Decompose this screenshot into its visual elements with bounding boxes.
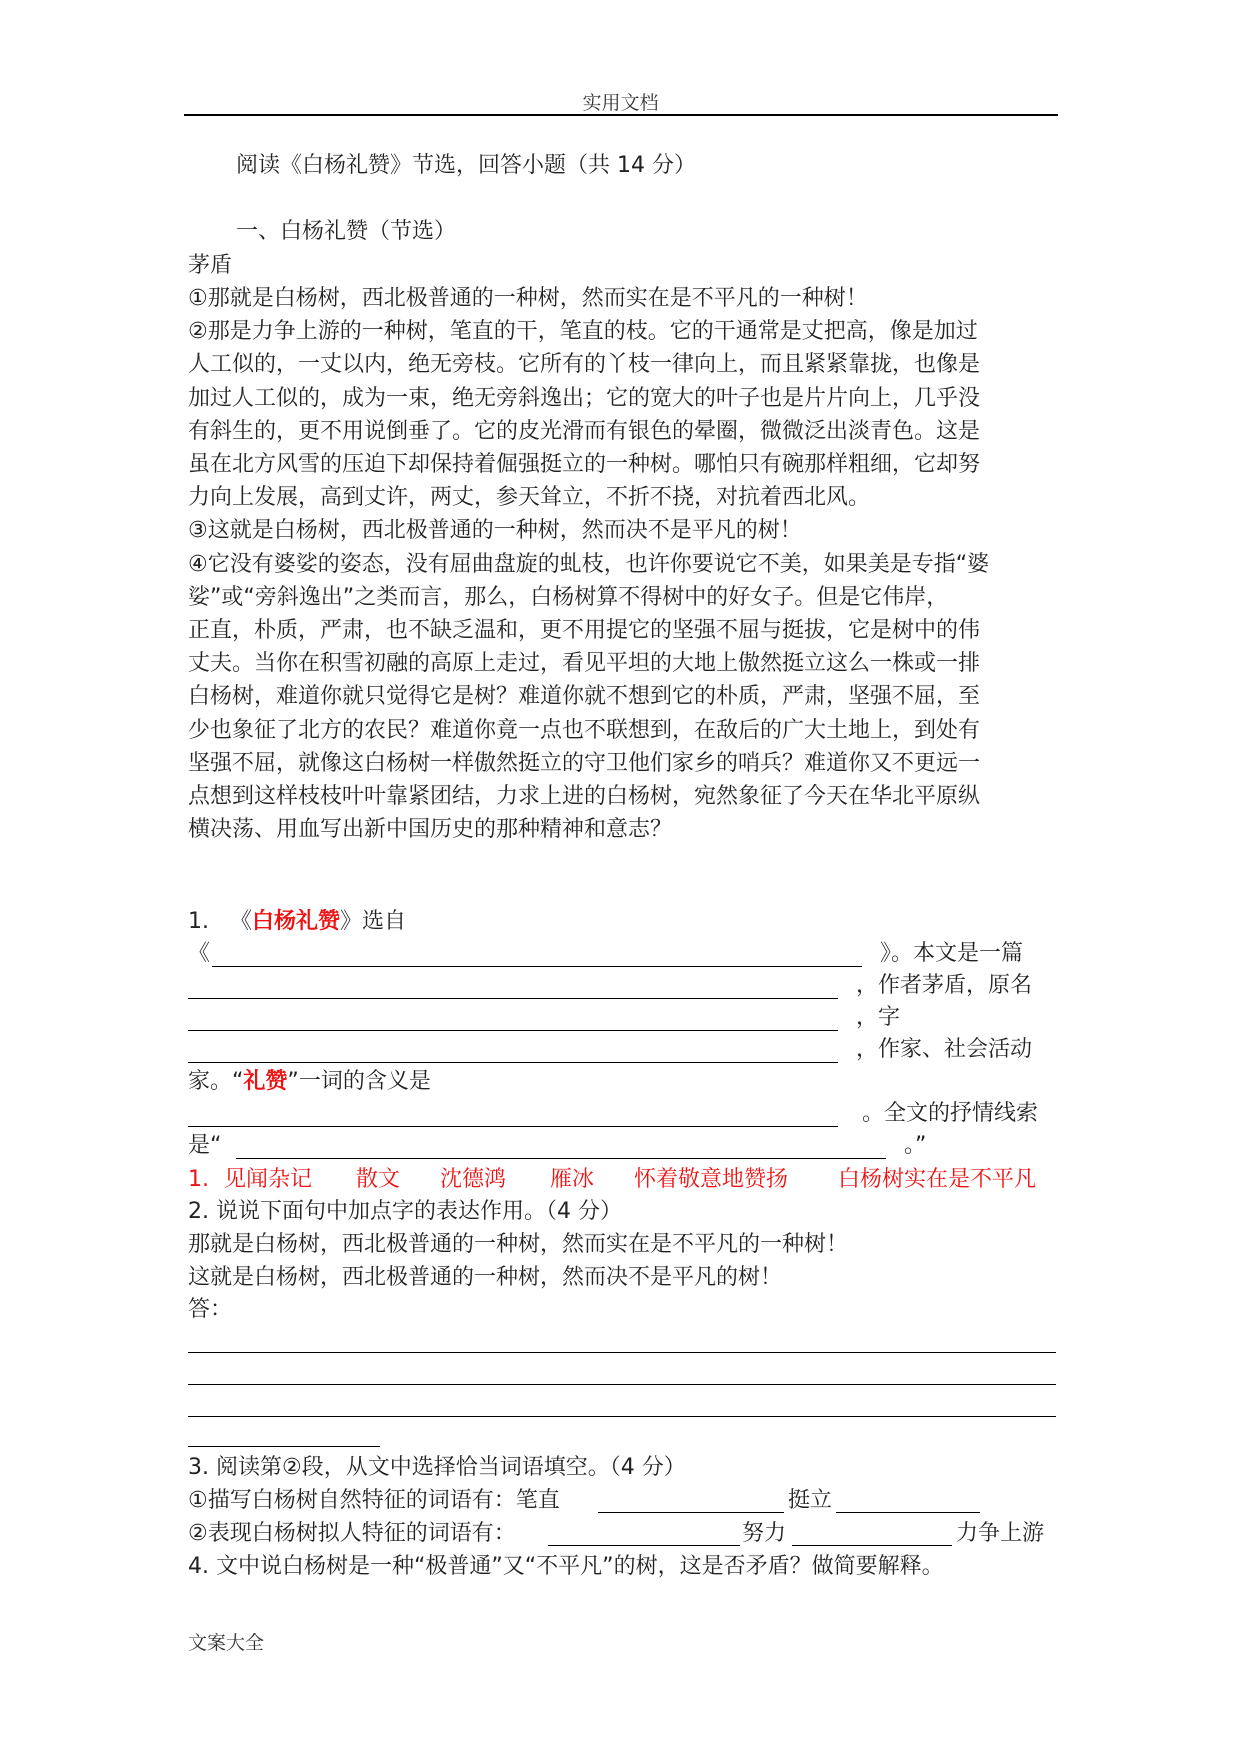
q1-number: 1.: [188, 909, 209, 934]
q4-title: 4. 文中说白杨树是一种“极普通”又“不平凡”的树，这是否矛盾？做简要解释。: [188, 1554, 944, 1579]
q3-l1-mid: 挺立: [788, 1488, 833, 1513]
q2-sentence-2: 这就是白杨树，西北极普通的一种树，然而决不是平凡的树！: [188, 1265, 783, 1290]
q1-title: 白杨礼赞: [252, 909, 341, 934]
q3-l2-end: 力争上游: [956, 1521, 1045, 1546]
q3-blank-4[interactable]: [792, 1545, 952, 1546]
passage-line: 虽在北方风雪的压迫下却保持着倔强挺立的一种树。哪怕只有碗那样粗细，它却努: [188, 452, 981, 478]
q2-answer-line[interactable]: [188, 1352, 1056, 1353]
q1-l3-end: ，作者茅盾，原名: [856, 973, 1033, 998]
passage-line: ②那是力争上游的一种树，笔直的干，笔直的枝。它的干通常是丈把高，像是加过: [188, 319, 978, 345]
q1-l2-end: 》。本文是一篇: [880, 941, 1024, 966]
passage-line: 正直，朴质，严肃，也不缺乏温和，更不用提它的坚强不屈与挺拔，它是树中的伟: [188, 618, 981, 644]
passage-line: 坚强不屈，就像这白杨树一样傲然挺立的守卫他们家乡的哨兵？难道你又不更远一: [188, 750, 981, 776]
q1-answer-1: 见闻杂记: [224, 1167, 313, 1192]
q1-l6-red: 礼赞: [243, 1069, 288, 1094]
q1-l2-open: 《: [188, 941, 211, 966]
q1-blank-6[interactable]: [236, 1158, 886, 1159]
q1-blank-3[interactable]: [188, 1030, 838, 1031]
q1-blank-2[interactable]: [188, 998, 838, 999]
page-footer: 文案大全: [188, 1632, 265, 1654]
q2-answer-line[interactable]: [188, 1416, 1056, 1417]
passage-line: 少也象征了北方的农民？难道你竟一点也不联想到，在敌后的广大土地上，到处有: [188, 717, 981, 743]
page-header: 实用文档: [582, 92, 659, 114]
q1-answer-num: 1.: [188, 1167, 209, 1192]
q3-l2-pre: ②表现白杨树拟人特征的词语有：: [188, 1521, 516, 1546]
section-title: 一、白杨礼赞（节选）: [236, 219, 457, 244]
passage-line: 横决荡、用血写出新中国历史的那种精神和意志？: [188, 817, 673, 843]
q1-post: 》选自: [340, 909, 407, 934]
q1-blank-5[interactable]: [188, 1126, 838, 1127]
passage-line: 点想到这样枝枝叶叶靠紧团结，力求上进的白杨树，宛然象征了今天在华北平原纵: [188, 784, 981, 810]
passage-line: 有斜生的，更不用说倒垂了。它的皮光滑而有银色的晕圈，微微泛出淡青色。这是: [188, 418, 981, 444]
q1-line-6: [188, 1066, 431, 1098]
q3-blank-1[interactable]: [598, 1512, 784, 1513]
passage-line: ④它没有婆娑的姿态，没有屈曲盘旋的虬枝，也许你要说它不美，如果美是专指“婆: [188, 551, 990, 577]
q1-blank-4[interactable]: [188, 1062, 838, 1063]
passage-line: 人工似的，一丈以内，绝无旁枝。它所有的丫枝一律向上，而且紧紧靠拢，也像是: [188, 352, 981, 378]
q1-blank-1[interactable]: [212, 966, 862, 967]
passage-line: 娑”或“旁斜逸出”之类而言，那么，白杨树算不得树中的好女子。但是它伟岸，: [188, 584, 949, 610]
q2-title: 2. 说说下面句中加点字的表达作用。（4 分）: [188, 1199, 622, 1224]
q1-answer-3: 沈德鸿: [440, 1167, 507, 1192]
passage-line: ①那就是白杨树，西北极普通的一种树，然而实在是不平凡的一种树！: [188, 286, 868, 311]
q1-answer-5: 怀着敬意地赞扬: [634, 1167, 789, 1192]
q1-l4-end: ，字: [856, 1005, 901, 1030]
passage: [188, 282, 1068, 846]
q1-answer-2: 散文: [356, 1167, 401, 1192]
q3-blank-2[interactable]: [836, 1512, 980, 1513]
q2-answer-line[interactable]: [188, 1446, 380, 1447]
q2-answer-label: 答：: [188, 1297, 233, 1322]
q1-l7-end: 。全文的抒情线索: [862, 1101, 1039, 1126]
q1-answer-6: 白杨树实在是不平凡: [838, 1167, 1037, 1192]
q1-l6-post: ”一词的含义是: [287, 1069, 431, 1094]
passage-line: 力向上发展，高到丈许，两丈，参天耸立，不折不挠，对抗着西北风。: [188, 485, 871, 511]
q1-answer-4: 雁冰: [550, 1167, 595, 1192]
q3-l1-pre: ①描写白杨树自然特征的词语有：笔直: [188, 1488, 560, 1513]
q3-title: 3. 阅读第②段，从文中选择恰当词语填空。（4 分）: [188, 1455, 686, 1480]
q1-l5-end: ，作家、社会活动: [856, 1037, 1033, 1062]
passage-line: 加过人工似的，成为一束，绝无旁斜逸出；它的宽大的叶子也是片片向上，几乎没: [188, 385, 981, 411]
intro-text: 阅读《白杨礼赞》节选，回答小题（共 14 分）: [236, 153, 696, 178]
passage-line: ③这就是白杨树，西北极普通的一种树，然而决不是平凡的树！: [188, 518, 802, 544]
q2-sentence-1: 那就是白杨树，西北极普通的一种树，然而实在是不平凡的一种树！: [188, 1232, 849, 1257]
q1-l8-pre: 是“: [188, 1133, 222, 1158]
passage-line: 丈夫。当你在积雪初融的高原上走过，看见平坦的大地上傲然挺立这么一株或一排: [188, 651, 981, 677]
q3-blank-3[interactable]: [548, 1545, 740, 1546]
author: 茅盾: [188, 253, 233, 278]
passage-line: 白杨树，难道你就只觉得它是树？难道你就不想到它的朴质，严肃，坚强不屈，至: [188, 684, 981, 710]
q2-answer-line[interactable]: [188, 1384, 1056, 1385]
q1-l6-pre: 家。“: [188, 1069, 244, 1094]
q1-line-1: [188, 906, 406, 938]
q1-l8-end: 。”: [904, 1133, 927, 1158]
header-rule: [184, 114, 1058, 116]
q3-l2-mid: 努力: [742, 1521, 787, 1546]
q1-pre: 《: [230, 909, 253, 934]
